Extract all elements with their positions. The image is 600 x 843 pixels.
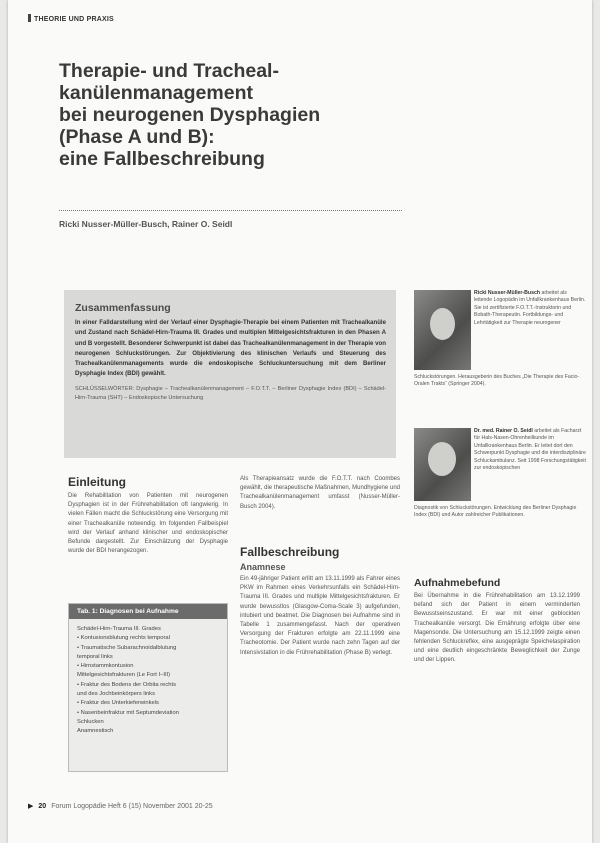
table-row: • Nasenbeinfraktur mit Septumdeviation [77,709,179,716]
bio-text: arbeitet als leitende Logopädin im Unfallkrankenhaus Berlin. Sie ist zertifizierte F.O.T.T.-Instruktorin und Bobath-Therapeutin. Fortbildungs- und Lehrtätigkeit zur Therapie neurogener [474,290,586,326]
anamnese-text: Ein 49-jähriger Patient erlitt am 13.11.1999 als Fahrer eines PKW im Rahmen eines Verkehrsunfalls ein Schädel-Hirn-Trauma III. Grades und multiple Mittelgesichtsfrakturen. Er wurde bewusstlos (Glasgow-Coma-Scale 3) aufgefunden, intubiert und beatmet. Die Diagnosen bei Aufnahme sind in Tabelle 1 zusammengefasst. Nach der operativen Versorgung der Frakturen erfolgte am 22.11.1999 eine Tracheotomie. Der Patient wurde nach zehn Tagen auf der Intensivstation in die Frührehabilitation (Phase B) verlegt. [240,576,400,656]
aufnahmebefund-heading: Aufnahmebefund [414,577,501,589]
anamnese-subheading: Anamnese [240,562,286,572]
einleitung-text: Die Rehabilitation von Patienten mit neurogenen Dysphagien ist in der Frührehabilitation oft langwierig. In vielen Fällen macht die Schluckstörung eine Versorgung mit einer Trachealkanüle notwendig. Im folgenden Fallbeispiel wird der Verlauf anhand klinischer und endoskopischer Befunde dargestellt. Zur Einschätzung der Dysphagie wurde der BDI herangezogen. [68,493,228,555]
table-row: temporal links [77,653,113,660]
aufnahmebefund-text: Bei Übernahme in die Frührehabilitation am 13.12.1999 befand sich der Patient in einem verminderten Bewusstseinszustand. Er war mit einer geblockten Trachealkanüle versorgt. Die Ernährung erfolgte über eine Magensonde. Die Untersuchung am 15.12.1999 zeigte einen fehlenden Schluckreflex, eine ausgeprägte Speichelaspiration und eine deutlich eingeschränkte Beweglichkeit der Zunge und der Lippen. [414,593,580,664]
journal-citation: Forum Logopädie Heft 6 (15) November 2001 20-25 [51,802,213,810]
author-line: Ricki Nusser-Müller-Busch, Rainer O. Seidl [59,219,233,229]
table-row: • Fraktur des Bodens der Orbita rechts [77,681,177,688]
author-bio-2-continued: Diagnostik von Schluckstörungen. Entwicklung des Berliner Dysphagie Index (BDI) und Autor zahlreicher Publikationen. [414,505,577,519]
table-row: Schlucken [77,718,104,725]
portrait-shape [430,308,455,340]
author-bio-1 [474,290,586,327]
table-row: und des Jochbeinkörpers links [77,691,155,698]
author-photo-2 [414,428,471,501]
portrait-shape [428,442,456,476]
einleitung-text-continued: Als Therapieansatz wurde die F.O.T.T. nach Coombes gewählt, die therapeutische Maßnahmen, Mundhygiene und Trachealkanülenmanagement umfasst (Nusser-Müller-Busch 2004). [240,476,400,510]
page-number: 20 [38,802,47,810]
table-row: • Hirnstammkontusion [77,663,134,670]
diagnosis-table [68,603,228,772]
author-bio-2 [474,428,586,472]
fallbeschreibung-heading: Fallbeschreibung [240,545,340,559]
table-row: • Fraktur des Unterkieferwinkels [77,700,159,707]
title-line: Therapie- und Tracheal- [59,60,279,82]
table-row: Schädel-Hirn-Trauma III. Grades [77,626,161,632]
author-photo-1 [414,290,471,370]
table-row: • Traumatische Subarachnoidalblutung [77,644,177,651]
article-page [8,0,592,843]
einleitung-heading: Einleitung [68,475,126,489]
bio-name: Dr. med. Rainer O. Seidl [474,428,533,434]
title-line: kanülenmanagement [59,82,253,104]
author-bio-1-continued: Schluckstörungen. Herausgeberin des Buches „Die Therapie des Facio-Oralen Trakts“ (Springer 2004). [414,374,580,388]
title-line: (Phase A und B): [59,126,215,148]
table-row: • Kontusionsblutung rechts temporal [77,635,170,642]
table-title: Tab. 1: Diagnosen bei Aufnahme [69,604,227,619]
title-line: eine Fallbeschreibung [59,148,265,170]
table-body [69,619,227,737]
dotted-divider [59,210,402,211]
summary-heading: Zusammenfassung [75,302,171,314]
section-tag: THEORIE UND PRAXIS [28,14,114,23]
table-row: Mittelgesichtsfrakturen (Le Fort I–III) [77,672,171,679]
summary-box [64,290,396,458]
bio-text: arbeitet als Facharzt für Hals-Nasen-Ohrenheilkunde im Unfallkrankenhaus Berlin. Er leitet dort den Schwerpunkt Dysphagie und die interdisziplinäre Schluckambulanz. Seit 1998 Forschungstätigkeit zur endoskopischen [474,428,586,472]
title-line: bei neurogenen Dysphagien [59,104,321,126]
page-footer [28,802,213,810]
article-title [59,60,389,170]
keywords: SCHLÜSSELWÖRTER: Dysphagie – Trachealkanülenmanagement – F.O.T.T. – Berliner Dysphagie Index (BDI) – Schädel-Hirn-Trauma (SHT) – Endoskopische Untersuchung [75,385,386,401]
bio-name: Ricki Nusser-Müller-Busch [474,290,541,296]
table-row: Anamnestisch [77,728,114,735]
triangle-marker-icon: ▶ [28,803,34,810]
summary-text: In einer Falldarstellung wird der Verlauf einer Dysphagie-Therapie bei einem Patienten mit Trachealkanüle und Zustand nach Schädel-Hirn-Trauma III. Grades und multiplen Mittelgesichtsfrakturen in den Phasen A und B vorgestellt. Besonderer Schwerpunkt ist dabei das Trachealkanülenmanagement in der Therapie von neurogenen Schluckstörungen. Zur Objektivierung des klinischen Verlaufs und Steuerung des Trachealkanülenmanagements wurde die endoskopische Schluckuntersuchung mit dem Berliner Dysphagie Index (BDI) gewählt. [75,319,386,378]
